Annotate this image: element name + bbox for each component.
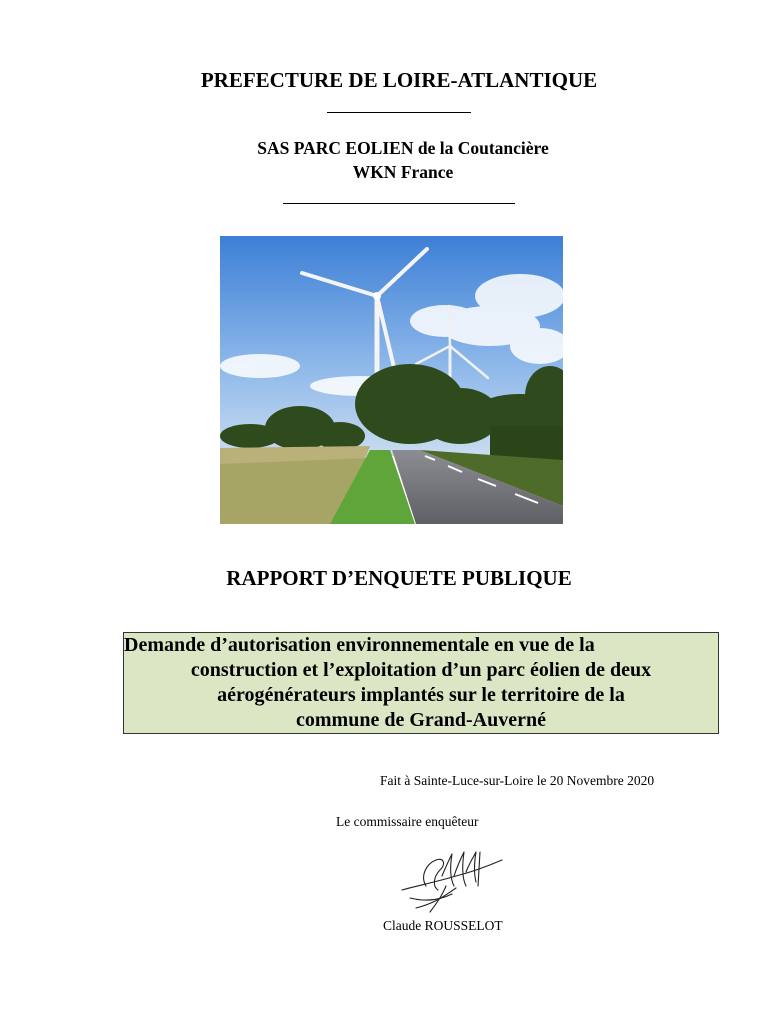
- company-name: SAS PARC EOLIEN de la Coutancière: [257, 138, 549, 158]
- divider: [327, 112, 471, 113]
- request-line: construction et l’exploitation d’un parc éolien de deux: [190, 659, 652, 681]
- signer-name: Claude ROUSSELOT: [383, 918, 503, 933]
- divider: [283, 203, 515, 204]
- commissioner-role: Le commissaire enquêteur: [336, 814, 479, 829]
- request-line: aérogénérateurs implantés sur le territoire de la: [217, 684, 625, 706]
- company-subtitle: WKN France: [352, 162, 454, 182]
- request-line: commune de Grand-Auverné: [296, 709, 546, 731]
- request-box: [123, 632, 719, 734]
- wind-turbines-photo: [220, 236, 563, 524]
- signature: [396, 846, 508, 920]
- prefecture-title: PREFECTURE DE LOIRE-ATLANTIQUE: [200, 68, 598, 92]
- place-and-date: Fait à Sainte-Luce-sur-Loire le 20 Novembre 2020: [380, 773, 655, 788]
- report-title: RAPPORT D’ENQUETE PUBLIQUE: [226, 566, 572, 590]
- request-line: Demande d’autorisation environnementale en vue de la: [124, 634, 595, 656]
